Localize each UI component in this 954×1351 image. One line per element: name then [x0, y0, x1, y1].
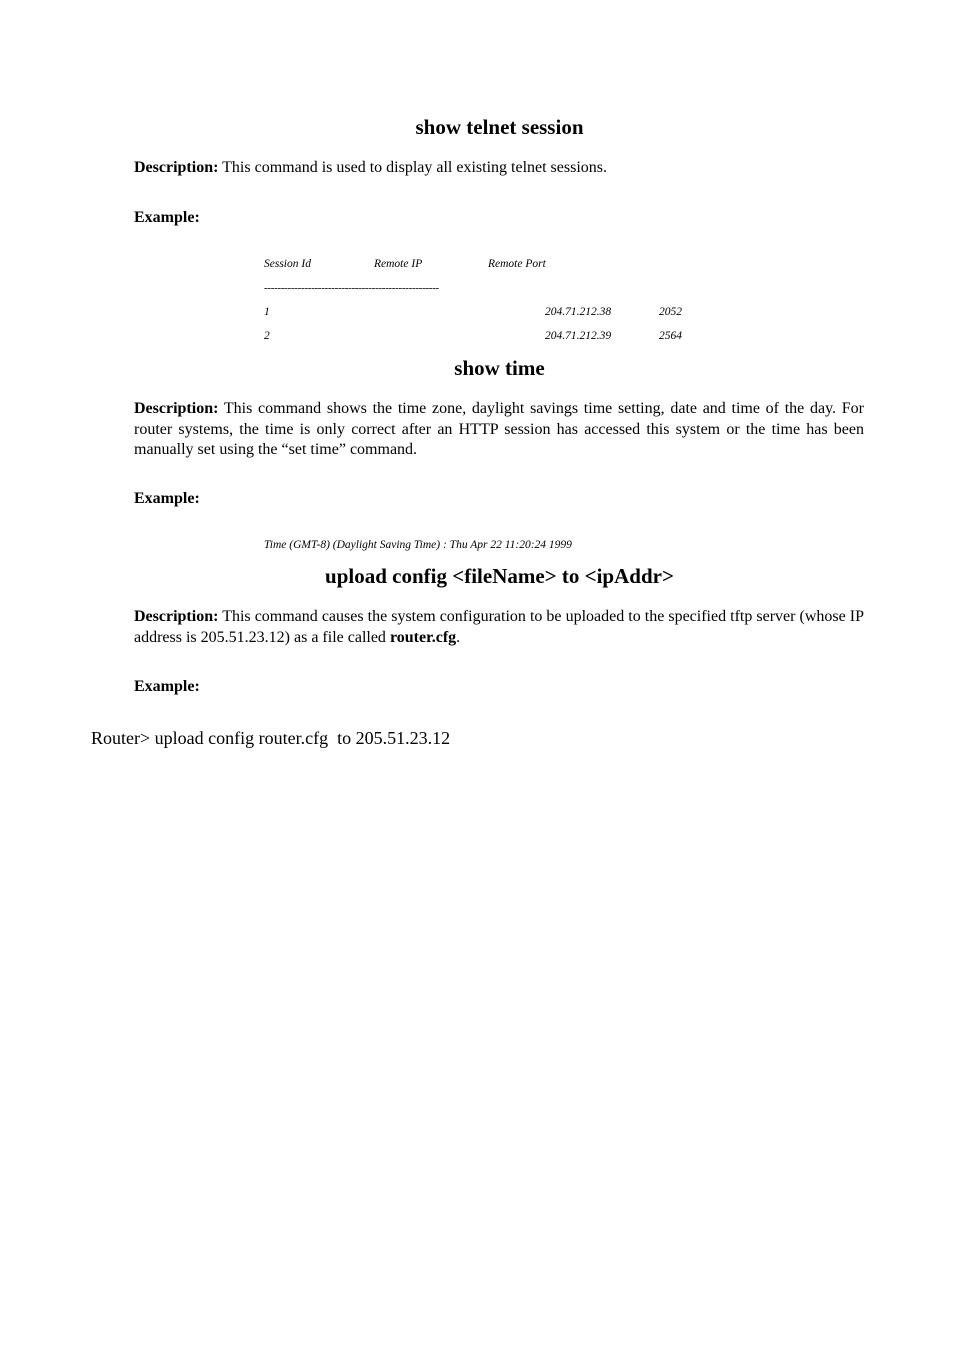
description-label: Description: — [134, 159, 219, 176]
description-text-end: . — [456, 628, 461, 646]
section-title-upload-config: upload config <fileName> to <ipAddr> — [325, 564, 674, 588]
filename-bold: router.cfg — [389, 628, 457, 646]
section-title-show-time: show time — [454, 356, 545, 380]
table-row-1-id: 1 — [264, 306, 270, 318]
description-text: This command is used to display all existing telnet sessions. — [222, 159, 608, 176]
example-label: Example: — [134, 678, 200, 695]
table-header-session-id: Session Id — [264, 258, 311, 270]
description-text: This command causes the system configuration to be uploaded to the specified tftp server (whose IP address is 205.51.23.12) as a file called — [134, 608, 864, 646]
example-label: Example: — [134, 490, 200, 507]
example-label: Example: — [134, 209, 200, 226]
description-label: Description: — [134, 400, 219, 417]
description-paragraph — [134, 399, 864, 461]
table-row-2-id: 2 — [264, 330, 270, 342]
description-label: Description: — [134, 608, 219, 625]
upload-example-command: Router> upload config router.cfg to 205.51.23.12 — [91, 728, 451, 748]
description-paragraph — [134, 158, 864, 179]
table-row-2-ip: 204.71.212.39 — [545, 330, 612, 342]
table-header-remote-port: Remote Port — [488, 258, 546, 270]
description-text: This command shows the time zone, daylight savings time setting, date and time of the day. For router systems, the time is only correct after an HTTP session has accessed this system or the time has been manually set using the “set time” command. — [134, 400, 864, 458]
table-row-2-port: 2564 — [659, 330, 682, 342]
section-title-show-telnet-session: show telnet session — [415, 115, 584, 139]
table-separator: ---------------------------------------------------- — [264, 282, 439, 294]
table-row-1-port: 2052 — [659, 306, 682, 318]
time-example-output: Time (GMT-8) (Daylight Saving Time) : Thu Apr 22 11:20:24 1999 — [264, 539, 572, 551]
table-row-1-ip: 204.71.212.38 — [545, 306, 612, 318]
table-header-remote-ip: Remote IP — [374, 258, 423, 270]
description-paragraph — [134, 607, 864, 648]
